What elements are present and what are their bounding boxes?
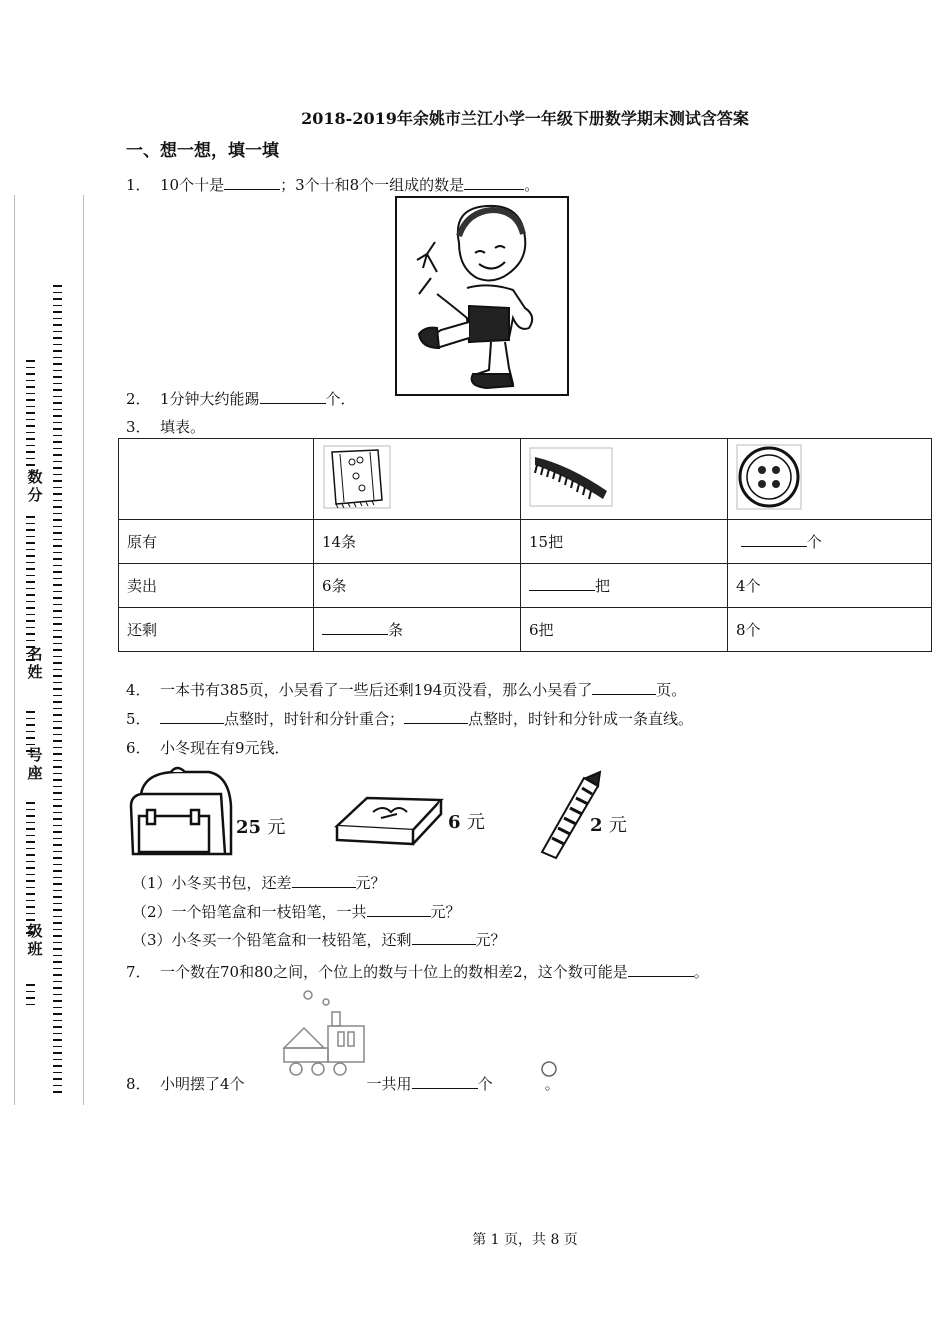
answer-blank[interactable]	[741, 532, 807, 547]
comb-icon	[529, 447, 613, 507]
answer-blank[interactable]	[322, 620, 388, 635]
page-title: 2018-2019年余姚市兰江小学一年级下册数学期末测试含答案	[301, 109, 749, 128]
table-row: 原有 14条 15把 个	[119, 520, 932, 564]
question-5: 5． 点整时，时针和分针重合； 点整时，时针和分针成一条直线。	[126, 710, 694, 728]
train-image	[280, 988, 372, 1084]
binding-line-inner	[83, 195, 84, 1105]
train-icon	[280, 988, 372, 1080]
table-row: 还剩 条 6把 8个	[119, 608, 932, 652]
button-icon	[736, 444, 802, 510]
question-2: 2． 1分钟大约能踢 个．	[126, 390, 356, 408]
towel-icon	[322, 444, 392, 510]
pencil-price: 2 元	[590, 815, 627, 836]
question-6-1: （1）小冬买书包，还差 元？	[132, 874, 386, 892]
question-1: 1． 10个十是 ；3个十和8个一组成的数是 。	[126, 176, 540, 194]
binding-dashes-right	[53, 285, 63, 1098]
answer-blank[interactable]	[412, 930, 476, 945]
answer-blank[interactable]	[404, 709, 468, 724]
kicking-boy-image	[395, 196, 569, 396]
answer-blank[interactable]	[367, 902, 431, 917]
answer-blank[interactable]	[529, 576, 595, 591]
schoolbag-icon	[125, 766, 235, 862]
question-8: 8． 小明摆了4个 一共用 个 。	[126, 1075, 560, 1093]
pencil-box-price: 6 元	[448, 812, 485, 833]
fill-in-table	[118, 438, 932, 652]
schoolbag-item	[125, 766, 235, 866]
answer-blank[interactable]	[628, 962, 694, 977]
question-6-2: （2）一个铅笔盒和一枝铅笔，一共 元？	[132, 903, 461, 921]
seat-label: 号座	[27, 746, 43, 782]
schoolbag-price: 25 元	[236, 817, 286, 838]
question-4: 4． 一本书有385页，小吴看了一些后还剩194页没看，那么小吴看了 页。	[126, 681, 687, 699]
table-row: 卖出 6条 把 4个	[119, 564, 932, 608]
section-heading: 一、想一想，填一填	[126, 141, 279, 161]
name-label: 名姓	[27, 645, 43, 681]
comb-image-cell	[521, 439, 728, 520]
binding-dashes-left	[26, 360, 36, 1010]
answer-blank[interactable]	[464, 175, 524, 190]
answer-blank[interactable]	[224, 175, 280, 190]
question-7: 7． 一个数在70和80之间，个位上的数与十位上的数相差2，这个数可能是 。	[126, 963, 709, 981]
pencil-box-item	[333, 792, 445, 852]
answer-blank[interactable]	[292, 873, 356, 888]
pencil-box-icon	[333, 792, 445, 848]
table-header-row	[119, 439, 932, 520]
binding-line-outer	[14, 195, 15, 1105]
answer-blank[interactable]	[260, 389, 326, 404]
class-label: 级班	[27, 922, 43, 958]
answer-blank[interactable]	[160, 709, 224, 724]
score-label: 数分	[27, 468, 43, 504]
page-footer: 第 1 页，共 8 页	[472, 1232, 578, 1248]
answer-blank[interactable]	[592, 680, 656, 695]
question-6-3: （3）小冬买一个铅笔盒和一枝铅笔，还剩 元？	[132, 931, 506, 949]
table-corner-cell	[119, 439, 314, 520]
question-3: 3． 填表。	[126, 418, 206, 436]
towel-image-cell	[314, 439, 521, 520]
question-6: 6． 小冬现在有9元钱．	[126, 739, 290, 757]
answer-blank[interactable]	[412, 1074, 478, 1089]
button-image-cell	[728, 439, 932, 520]
